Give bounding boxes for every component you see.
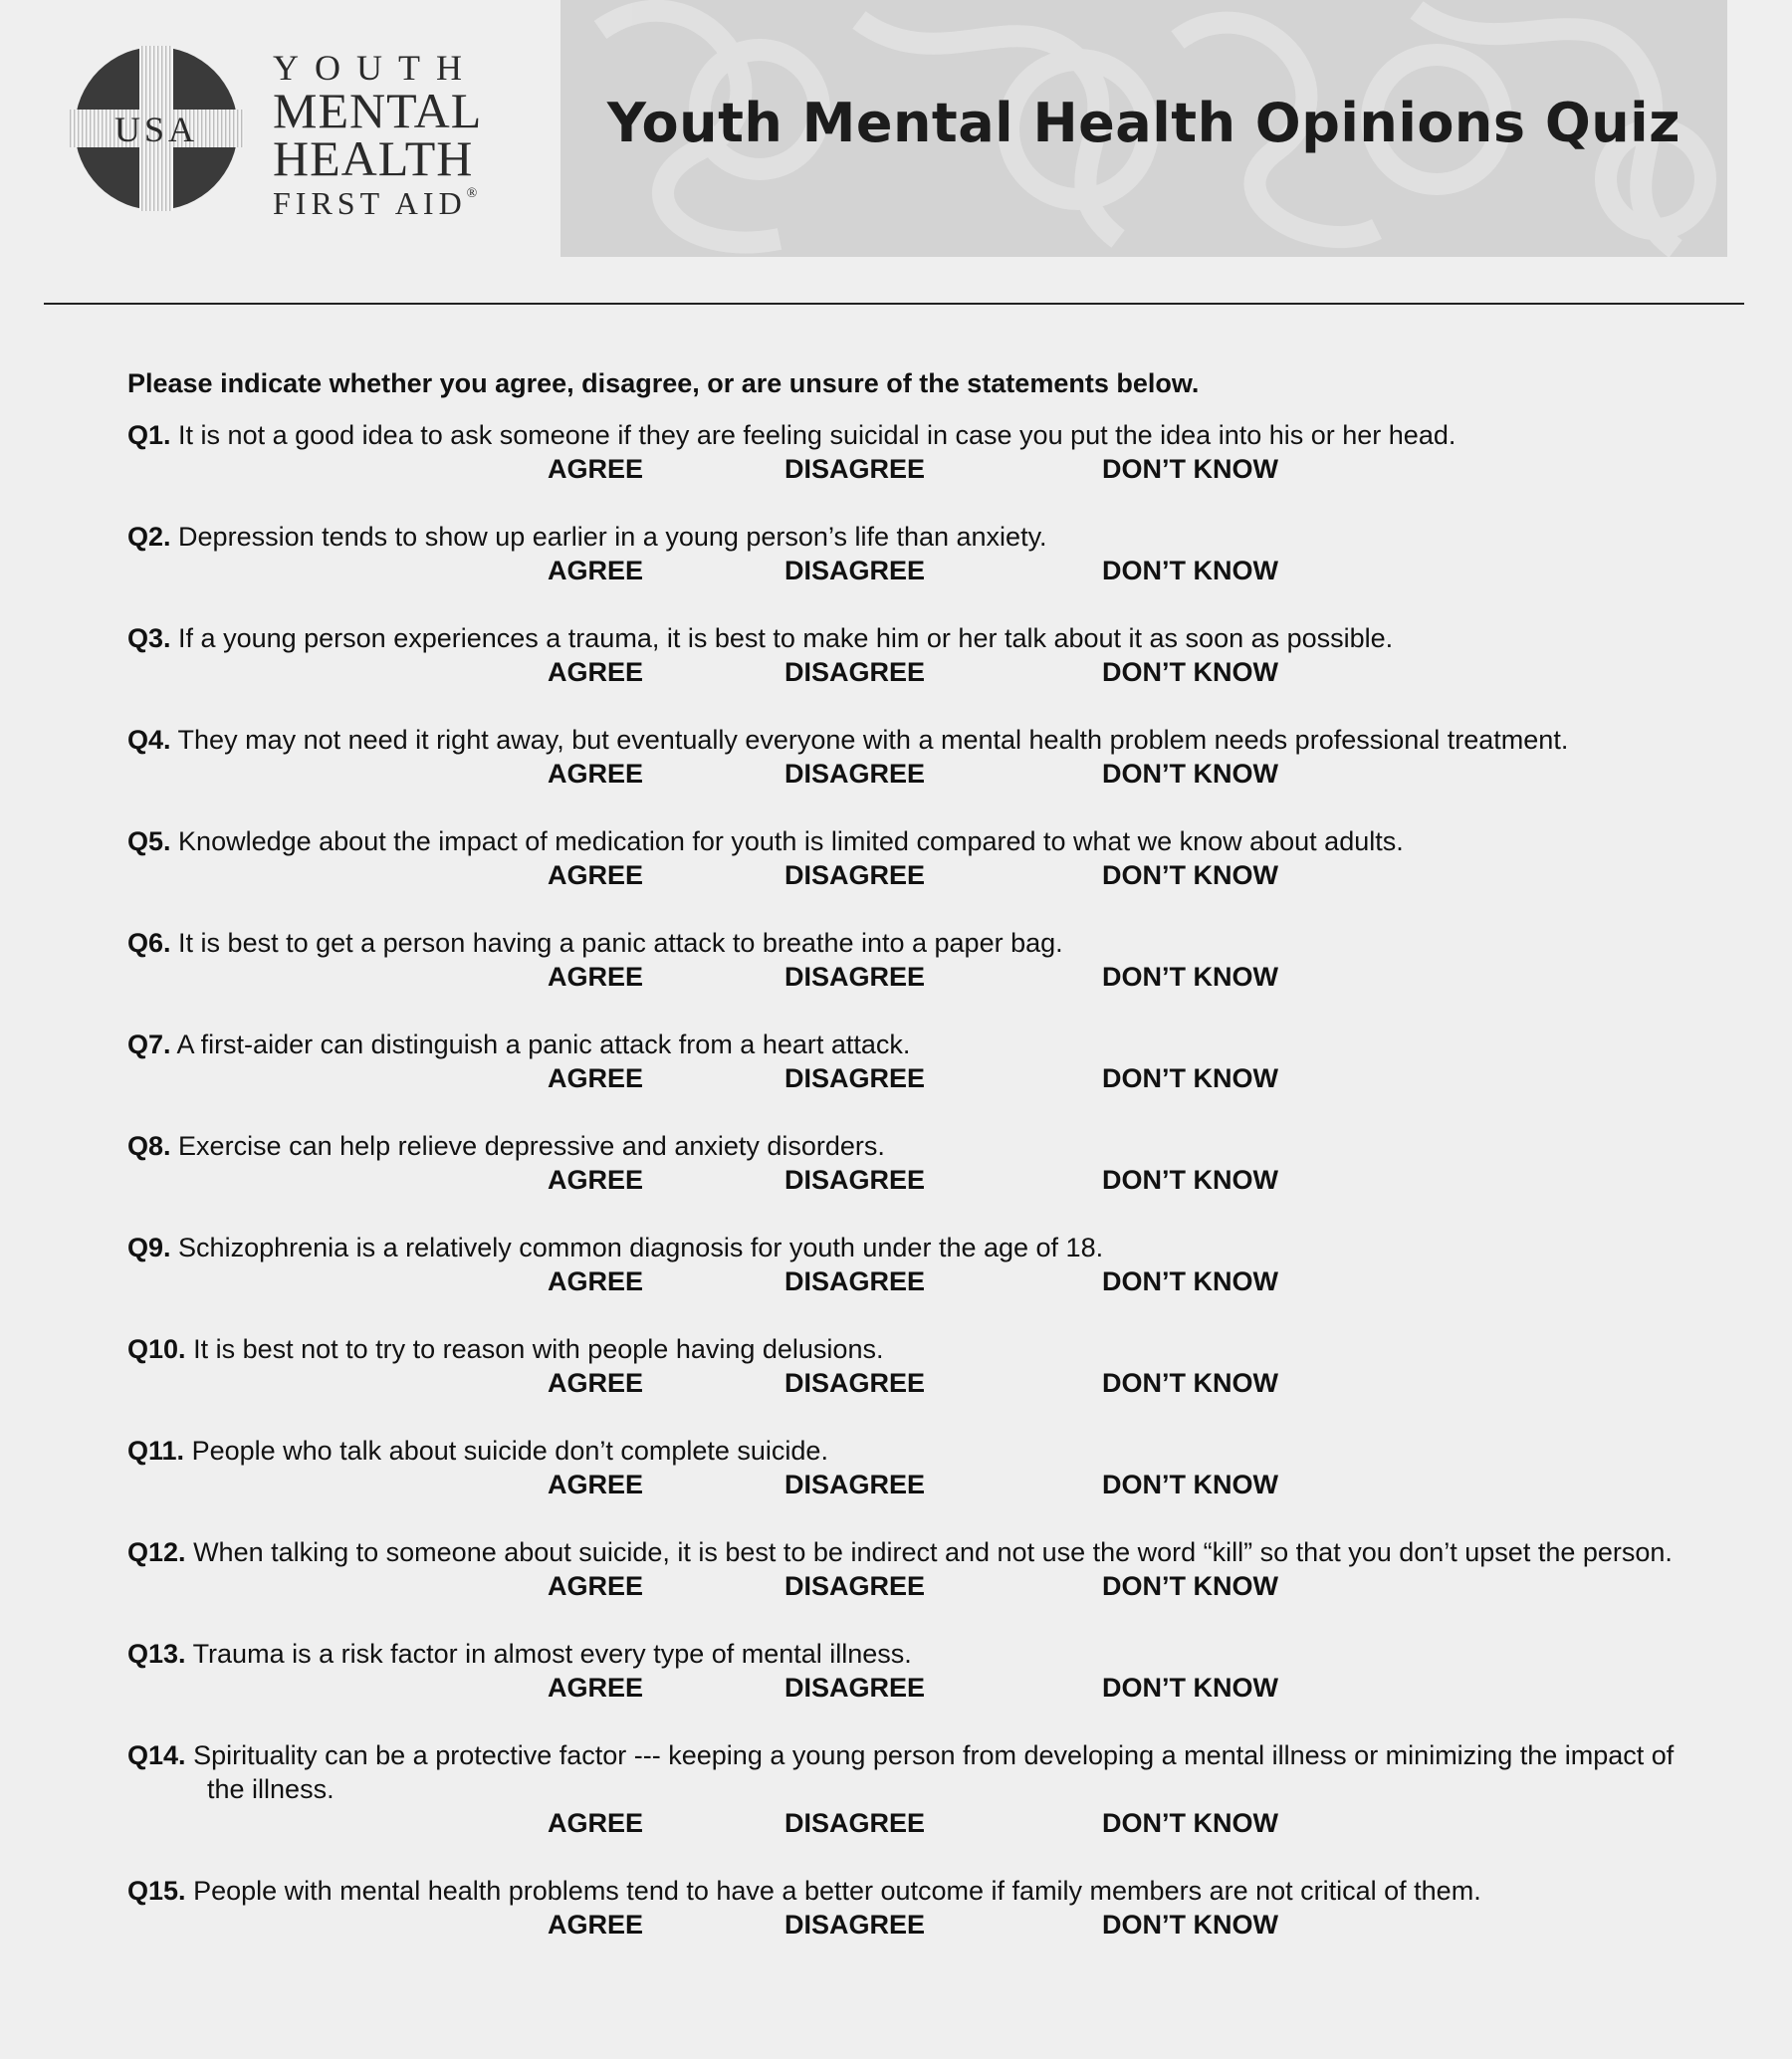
option-dont-know[interactable]: DON’T KNOW <box>1102 556 1278 585</box>
option-disagree[interactable]: DISAGREE <box>784 556 926 585</box>
registered-mark: ® <box>466 186 478 201</box>
question-item <box>127 1332 1740 1400</box>
answer-options <box>127 1468 1740 1501</box>
question-number: Q14. <box>127 1740 186 1770</box>
option-dont-know[interactable]: DON’T KNOW <box>1102 1673 1278 1703</box>
answer-options <box>127 858 1740 892</box>
page-title: Youth Mental Health Opinions Quiz <box>606 92 1681 154</box>
question-text: Q7. A first-aider can distinguish a panic attack from a heart attack. <box>127 1030 911 1059</box>
question-number: Q11. <box>127 1436 185 1466</box>
option-agree[interactable]: AGREE <box>548 1063 644 1093</box>
question-item <box>127 723 1740 791</box>
option-dont-know[interactable]: DON’T KNOW <box>1102 1368 1278 1398</box>
option-agree[interactable]: AGREE <box>548 1266 644 1296</box>
answer-options <box>127 1908 1740 1942</box>
question-number: Q1. <box>127 420 171 450</box>
question-item <box>127 926 1740 994</box>
option-agree[interactable]: AGREE <box>548 1571 644 1601</box>
answer-options <box>127 960 1740 994</box>
option-disagree[interactable]: DISAGREE <box>784 1470 926 1499</box>
option-dont-know[interactable]: DON’T KNOW <box>1102 454 1278 484</box>
option-agree[interactable]: AGREE <box>548 1808 644 1838</box>
logo-wordmark <box>273 48 512 219</box>
question-number: Q12. <box>127 1537 186 1567</box>
option-disagree[interactable]: DISAGREE <box>784 759 926 789</box>
answer-options <box>127 1163 1740 1197</box>
question-item <box>127 1028 1740 1095</box>
option-disagree[interactable]: DISAGREE <box>784 1368 926 1398</box>
answer-options <box>127 1569 1740 1603</box>
logo-word-youth: YOUTH <box>273 48 478 88</box>
option-dont-know[interactable]: DON’T KNOW <box>1102 1266 1278 1296</box>
question-text: Q12. When talking to someone about suicide, it is best to be indirect and not use the word “kill” so that you don’t upset the person. <box>127 1537 1673 1567</box>
question-number: Q4. <box>127 725 171 755</box>
option-disagree[interactable]: DISAGREE <box>784 1165 926 1195</box>
question-item <box>127 1738 1740 1840</box>
question-text: Q10. It is best not to try to reason with people having delusions. <box>127 1334 884 1364</box>
question-text: Q3. If a young person experiences a trauma, it is best to make him or her talk about it as soon as possible. <box>127 623 1394 653</box>
question-item <box>127 520 1740 587</box>
option-dont-know[interactable]: DON’T KNOW <box>1102 657 1278 687</box>
option-disagree[interactable]: DISAGREE <box>784 1910 926 1940</box>
question-item <box>127 1874 1740 1942</box>
answer-options <box>127 655 1740 689</box>
option-agree[interactable]: AGREE <box>548 556 644 585</box>
question-number: Q7. <box>127 1030 171 1059</box>
option-agree[interactable]: AGREE <box>548 962 644 992</box>
logo-badge-text: USA <box>113 110 199 149</box>
logo-word-first-aid: FIRST AID® <box>273 185 478 221</box>
question-text: Q9. Schizophrenia is a relatively common diagnosis for youth under the age of 18. <box>127 1233 1104 1262</box>
question-item <box>127 1434 1740 1501</box>
title-banner <box>560 0 1727 257</box>
option-dont-know[interactable]: DON’T KNOW <box>1102 1808 1278 1838</box>
option-disagree[interactable]: DISAGREE <box>784 1266 926 1296</box>
question-text: Q8. Exercise can help relieve depressive and anxiety disorders. <box>127 1131 885 1161</box>
option-agree[interactable]: AGREE <box>548 1470 644 1499</box>
header-divider <box>44 303 1744 305</box>
question-item <box>127 1535 1740 1603</box>
ymhfa-logo <box>70 46 508 221</box>
question-item <box>127 418 1740 486</box>
answer-options <box>127 1366 1740 1400</box>
quiz-content <box>127 366 1740 1942</box>
option-disagree[interactable]: DISAGREE <box>784 1808 926 1838</box>
option-dont-know[interactable]: DON’T KNOW <box>1102 759 1278 789</box>
question-item <box>127 621 1740 689</box>
question-number: Q6. <box>127 928 171 958</box>
answer-options <box>127 1671 1740 1705</box>
question-text: Q6. It is best to get a person having a panic attack to breathe into a paper bag. <box>127 928 1063 958</box>
question-text: Q13. Trauma is a risk factor in almost every type of mental illness. <box>127 1639 912 1669</box>
option-disagree[interactable]: DISAGREE <box>784 1063 926 1093</box>
option-dont-know[interactable]: DON’T KNOW <box>1102 1571 1278 1601</box>
instructions: Please indicate whether you agree, disagree, or are unsure of the statements below. <box>127 368 1200 398</box>
option-agree[interactable]: AGREE <box>548 1368 644 1398</box>
option-disagree[interactable]: DISAGREE <box>784 860 926 890</box>
option-agree[interactable]: AGREE <box>548 860 644 890</box>
option-agree[interactable]: AGREE <box>548 759 644 789</box>
option-agree[interactable]: AGREE <box>548 454 644 484</box>
option-disagree[interactable]: DISAGREE <box>784 1673 926 1703</box>
logo-word-mental: MENTAL <box>273 83 483 138</box>
option-agree[interactable]: AGREE <box>548 1165 644 1195</box>
answer-options <box>127 1061 1740 1095</box>
cross-emblem-icon <box>70 46 244 211</box>
question-number: Q8. <box>127 1131 171 1161</box>
question-number: Q2. <box>127 522 171 552</box>
question-text: Q1. It is not a good idea to ask someone if they are feeling suicidal in case you put the idea into his or her head. <box>127 420 1456 450</box>
answer-options <box>127 757 1740 791</box>
question-item <box>127 1231 1740 1298</box>
option-dont-know[interactable]: DON’T KNOW <box>1102 1165 1278 1195</box>
question-text: Q5. Knowledge about the impact of medication for youth is limited compared to what we know about adults. <box>127 826 1404 856</box>
question-item <box>127 1637 1740 1705</box>
option-dont-know[interactable]: DON’T KNOW <box>1102 962 1278 992</box>
option-disagree[interactable]: DISAGREE <box>784 962 926 992</box>
question-text: Q11. People who talk about suicide don’t complete suicide. <box>127 1436 828 1466</box>
question-number: Q13. <box>127 1639 186 1669</box>
option-disagree[interactable]: DISAGREE <box>784 1571 926 1601</box>
question-number: Q3. <box>127 623 171 653</box>
question-item <box>127 1129 1740 1197</box>
question-number: Q10. <box>127 1334 186 1364</box>
answer-options <box>127 1264 1740 1298</box>
option-disagree[interactable]: DISAGREE <box>784 454 926 484</box>
option-dont-know[interactable]: DON’T KNOW <box>1102 860 1278 890</box>
answer-options <box>127 554 1740 587</box>
answer-options <box>127 452 1740 486</box>
option-disagree[interactable]: DISAGREE <box>784 657 926 687</box>
option-dont-know[interactable]: DON’T KNOW <box>1102 1063 1278 1093</box>
question-number: Q5. <box>127 826 171 856</box>
question-number: Q9. <box>127 1233 171 1262</box>
question-text: Q14. Spirituality can be a protective factor --- keeping a young person from developing a mental illness or minimizing the impact of the illness. <box>127 1740 1675 1804</box>
question-item <box>127 824 1740 892</box>
option-dont-know[interactable]: DON’T KNOW <box>1102 1910 1278 1940</box>
logo-word-health: HEALTH <box>273 130 474 186</box>
option-agree[interactable]: AGREE <box>548 1910 644 1940</box>
question-text: Q4. They may not need it right away, but eventually everyone with a mental health problem needs professional treatment. <box>127 725 1569 755</box>
answer-options <box>127 1806 1740 1840</box>
option-agree[interactable]: AGREE <box>548 1673 644 1703</box>
question-text: Q2. Depression tends to show up earlier in a young person’s life than anxiety. <box>127 522 1047 552</box>
question-text: Q15. People with mental health problems tend to have a better outcome if family members are not critical of them. <box>127 1876 1481 1906</box>
question-number: Q15. <box>127 1876 186 1906</box>
option-agree[interactable]: AGREE <box>548 657 644 687</box>
option-dont-know[interactable]: DON’T KNOW <box>1102 1470 1278 1499</box>
